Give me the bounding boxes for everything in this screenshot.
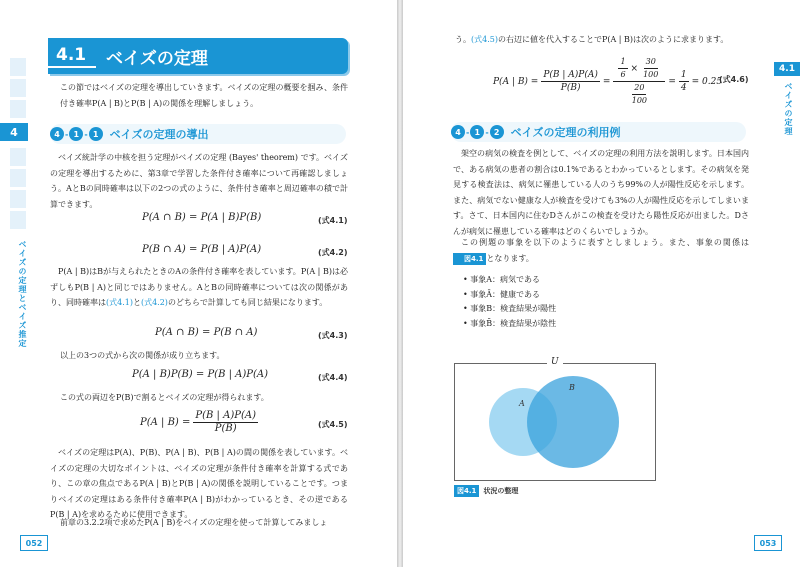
section-number: 4.1 <box>48 44 96 68</box>
rail-tab <box>10 190 26 208</box>
equation-reference[interactable]: (式4.5) <box>471 35 498 44</box>
equation-number: (式4.1) <box>318 216 348 225</box>
paragraph: この例題の事象を以下のように表すとしましょう。また、事象の関係は図4.1 となります。 <box>453 235 749 266</box>
equation-number: (式4.6) <box>719 75 749 84</box>
equation-bayes: P(A | B) = $\frac{P(B | A)P(A)}{P(B)}$ <box>140 410 256 434</box>
equation-number: (式4.5) <box>318 420 348 429</box>
paragraph: ベイズ統計学の中核を担う定理がベイズの定理 (Bayes' theorem) です。ベイズの定理を導出するために、第3章で学習した条件付き確率について再確認しましょう。AとBの同時確率は以下の2つの式のように、条件付き確率と周辺確率の積で計算できます。 <box>50 153 348 209</box>
paragraph: 架空の病気の検査を例として、ベイズの定理の利用方法を説明します。日本国内で、ある病気の患者の割合は0.1%であるとわかっているとします。その病気を発見する検査法は、病気に罹患している人のうち99%の人が陽性反応を示します。また、病気でない健康な人が検査を受けても3%の人が陽性反応を示してしまいます。さて、日本国内に住むDさんがこの検査を受けたら陽性反応が出ました。Dさんが病気に罹患している確率はどのくらいでしょうか。 <box>453 149 749 236</box>
rail-tab <box>10 148 26 166</box>
page-number: 053 <box>754 535 782 551</box>
page-number: 052 <box>20 535 48 551</box>
list-item: • 事象B：検査結果が陽性 <box>463 304 557 313</box>
paragraph: この式の両辺をP(B)で割るとベイズの定理が得られます。 <box>60 393 269 402</box>
rail-tab <box>10 100 26 118</box>
right-page <box>403 0 800 567</box>
left-page <box>0 0 397 567</box>
paragraph: 以上の3つの式から次の関係が成り立ちます。 <box>60 351 225 360</box>
chapter-rail <box>10 58 26 121</box>
section-header <box>48 38 348 74</box>
equation-number: (式4.4) <box>318 373 348 382</box>
set-b-label: B <box>569 383 575 392</box>
equation: P(A | B)P(B) = P(B | A)P(A) <box>132 369 269 380</box>
rail-tab <box>10 169 26 187</box>
rail-tab <box>10 211 26 229</box>
paragraph: P(A | B)はBが与えられたときのAの条件付き確率を表しています。P(A | B)は必ずしもP(B | A)と同じではありません。AとBの同時確率については次の関係があり、同時確率は(式4.1)と(式4.2)のどちらで計算しても同じ結果になります。 <box>50 267 348 307</box>
section-title: ベイズの定理 <box>106 48 208 69</box>
subsection-badge: 2 <box>490 125 504 139</box>
equation-reference[interactable]: (式4.1) <box>106 298 133 307</box>
rail-tab <box>10 58 26 76</box>
list-item: • 事象B̄：検査結果が陰性 <box>463 318 557 328</box>
subsection-title: ベイズの定理の導出 <box>109 128 209 141</box>
subsection-badge: 1 <box>470 125 484 139</box>
subsection-header: 4 - 1 - 1 ベイズの定理の導出 <box>50 124 346 144</box>
vertical-section-title: ベイズの定理 <box>784 82 793 136</box>
vertical-chapter-title: ベイズの定理とベイズ推定 <box>18 240 27 348</box>
equation: P(A ∩ B) = P(B ∩ A) <box>155 327 258 338</box>
equation-calc: P(A | B) = $\frac{P(B | A)P(A)}{P(B)}$ = $\frac{1}{6}$ × $\frac{30}{100}$ $\frac{20}{100}$ = $\frac{1}{4}$ = 0.25 <box>493 57 723 105</box>
equation: P(B ∩ A) = P(B | A)P(A) <box>142 244 262 255</box>
set-a-label: A <box>519 399 525 408</box>
chapter-tab: 4 <box>0 123 28 141</box>
equation-number: (式4.2) <box>318 248 348 257</box>
paragraph: う。(式4.5)の右辺に値を代入することでP(A | B)は次のように求まります。 <box>455 35 729 44</box>
venn-diagram <box>454 357 656 481</box>
figure-caption-text: 状況の整理 <box>483 487 519 495</box>
paragraph: ベイズの定理はP(A)、P(B)、P(A | B)、P(B | A)の間の関係を表しています。ベイズの定理の大切なポイントは、ベイズの定理が条件付き確率を計算する式であり、この章の焦点であるP(A | B)とP(B | A)の関係を説明していることです。つまりベイズの定理はある条件付き確率P(A | B)がわかっているとき、その逆であるP(B | A)を求めるために使用できます。 <box>50 448 348 519</box>
chapter-rail-lower <box>10 148 26 232</box>
intro-paragraph: この節ではベイズの定理を導出していきます。ベイズの定理の概要を掴み、条件付き確率P(A | B)とP(B | A)の関係を理解しましょう。 <box>60 83 348 108</box>
list-item: • 事象Ā：健康である <box>463 289 541 299</box>
subsection-badge: 1 <box>69 127 83 141</box>
subsection-badge: 4 <box>50 127 64 141</box>
subsection-badge: 4 <box>451 125 465 139</box>
universe-label: U <box>547 357 563 367</box>
equation-number: (式4.3) <box>318 331 348 340</box>
paragraph: 前章の3.2.2項で求めたP(A | B)をベイズの定理を使って計算してみましょ <box>60 518 328 527</box>
subsection-title: ベイズの定理の利用例 <box>510 126 621 139</box>
equation: P(A ∩ B) = P(A | B)P(B) <box>142 212 262 223</box>
venn-svg <box>455 364 655 480</box>
subsection-badge: 1 <box>89 127 103 141</box>
figure-reference[interactable]: 図4.1 <box>453 253 486 265</box>
figure-label: 図4.1 <box>454 485 479 497</box>
chapter-tab: 4.1 <box>774 62 800 76</box>
equation-reference[interactable]: (式4.2) <box>140 298 168 307</box>
figure-caption <box>454 485 518 497</box>
rail-tab <box>10 79 26 97</box>
event-list <box>463 273 556 331</box>
subsection-header: 4 - 1 - 2 ベイズの定理の利用例 <box>451 122 746 142</box>
list-item: • 事象A：病気である <box>463 275 541 284</box>
